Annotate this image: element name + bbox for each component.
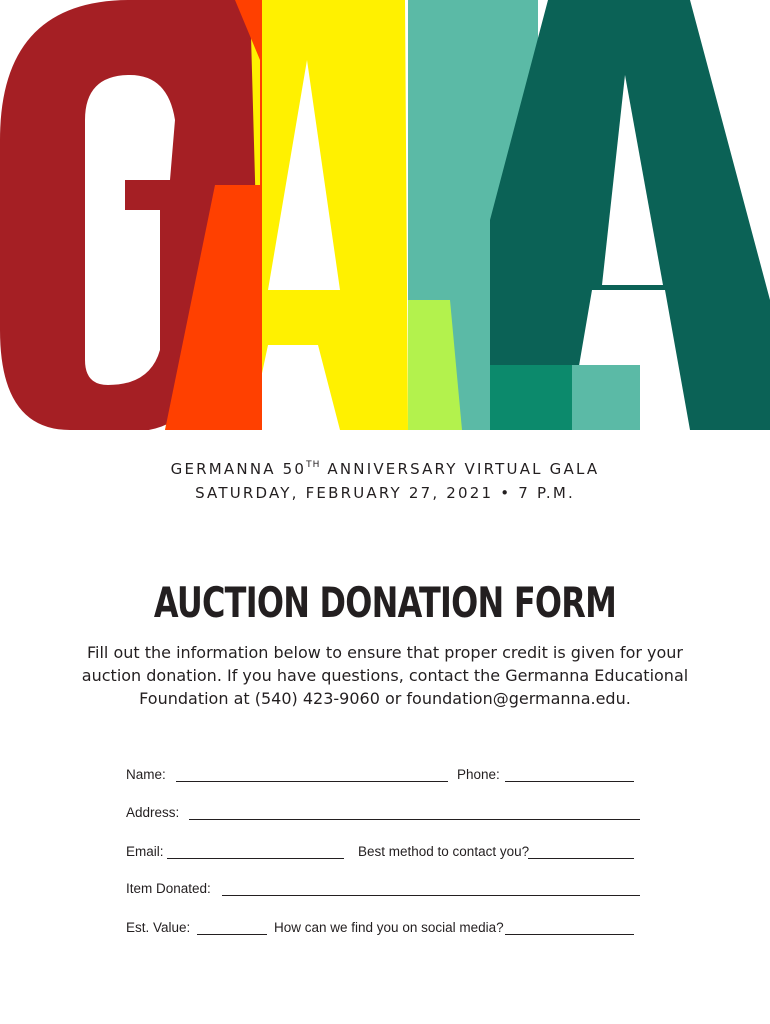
social-field[interactable] <box>505 934 634 935</box>
gala-banner-art <box>0 0 770 430</box>
row-email-contact <box>126 844 646 864</box>
contact-method-field[interactable] <box>528 858 634 859</box>
event-title-suffix: ANNIVERSARY VIRTUAL GALA <box>320 460 600 478</box>
address-field[interactable] <box>189 819 640 820</box>
intro-line-3: Foundation at (540) 423-9060 or foundation@germanna.edu. <box>139 689 631 708</box>
address-label: Address: <box>126 805 180 820</box>
event-title-prefix: GERMANNA 50 <box>170 460 307 478</box>
row-address <box>126 805 646 825</box>
form-title: AUCTION DONATION FORM <box>153 578 617 627</box>
item-field[interactable] <box>222 895 640 896</box>
item-label: Item Donated: <box>126 881 211 896</box>
event-date: SATURDAY, FEBRUARY 27, 2021 • 7 P.M. <box>195 484 575 502</box>
name-field[interactable] <box>176 781 448 782</box>
intro-line-1: Fill out the information below to ensure that proper credit is given for your <box>86 643 683 662</box>
phone-field[interactable] <box>505 781 634 782</box>
contact-method-label: Best method to contact you? <box>358 844 530 859</box>
name-label: Name: <box>126 767 166 782</box>
event-title <box>0 460 770 478</box>
intro-line-2: auction donation. If you have questions, contact the Germanna Educational <box>81 666 689 685</box>
row-item <box>126 881 646 901</box>
value-field[interactable] <box>197 934 267 935</box>
row-name-phone <box>126 767 646 787</box>
value-label: Est. Value: <box>126 920 191 935</box>
email-label: Email: <box>126 844 164 859</box>
email-field[interactable] <box>167 858 344 859</box>
gala-teal-block <box>572 365 640 430</box>
social-label: How can we find you on social media? <box>274 920 504 935</box>
gala-green-block <box>490 365 572 430</box>
event-title-sup: TH <box>306 460 321 470</box>
phone-label: Phone: <box>457 767 500 782</box>
row-value-social <box>126 920 646 940</box>
